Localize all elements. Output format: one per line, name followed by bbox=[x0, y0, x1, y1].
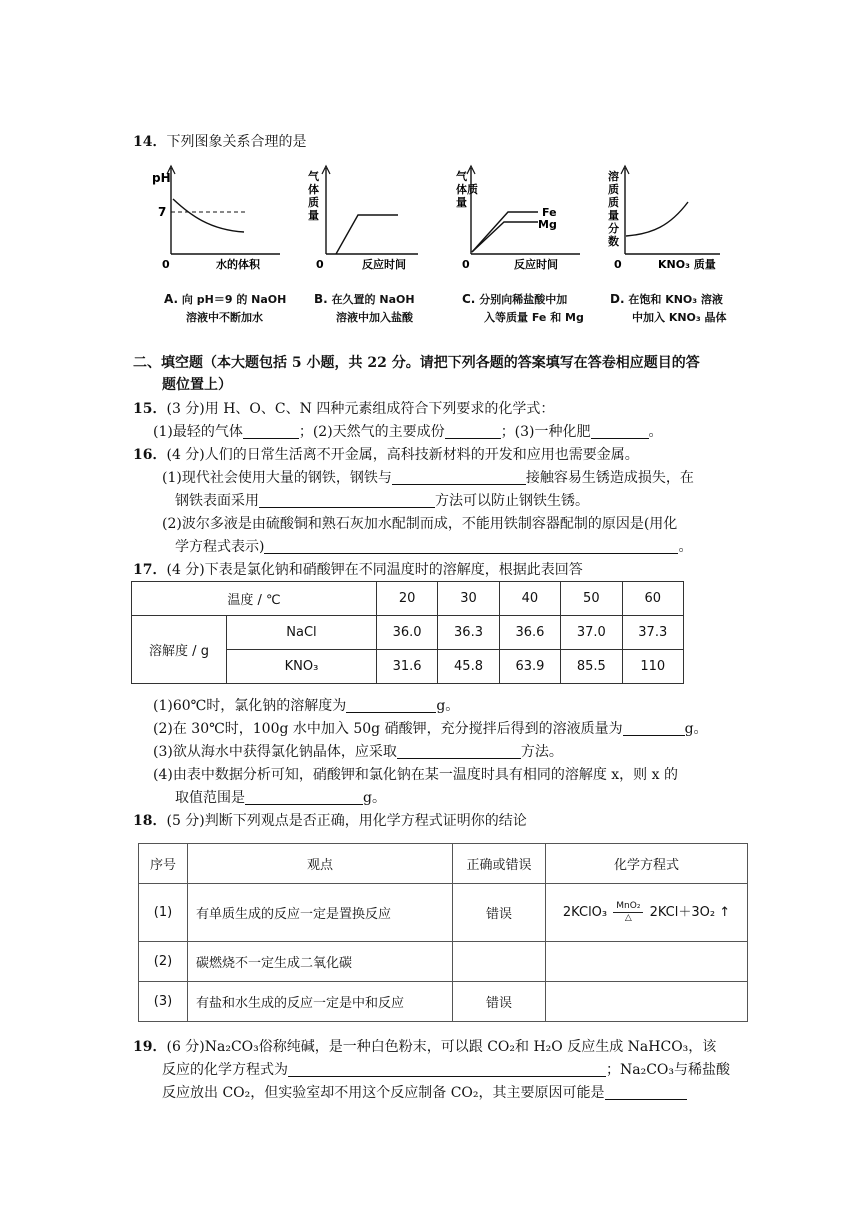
caption-a: A. 向 pH＝9 的 NaOH 溶液中不断加水 bbox=[164, 292, 287, 324]
answer-blank[interactable] bbox=[346, 698, 436, 713]
graph-a bbox=[152, 166, 280, 271]
table-cell: 序号 bbox=[139, 844, 188, 884]
graph-c-ylabel: 气体质量 bbox=[456, 170, 478, 209]
table-cell: 化学方程式 bbox=[546, 844, 748, 884]
graph-b-origin: 0 bbox=[316, 258, 324, 271]
table-row bbox=[139, 982, 748, 1022]
table-cell: 85.5 bbox=[561, 650, 622, 684]
q16-line3: (2)波尔多液是由硫酸铜和熟石灰加水配制而成，不能用铁制容器配制的原因是(用化 bbox=[162, 516, 678, 532]
graph-c-series-mg: Mg bbox=[538, 218, 557, 231]
q17-sub4: (4)由表中数据分析可知，硝酸钾和氯化钠在某一温度时具有相同的溶解度 x，则 x 的 bbox=[153, 767, 678, 783]
graph-c-origin: 0 bbox=[462, 258, 470, 271]
q16-line2: 钢铁表面采用 方法可以防止钢铁生锈。 bbox=[175, 493, 589, 509]
eq-left: 2KClO₃ bbox=[562, 905, 608, 920]
table-cell: 错误 bbox=[453, 884, 546, 942]
table-cell: 37.0 bbox=[561, 616, 622, 650]
graph-b-ylabel: 气体质量 bbox=[308, 170, 319, 222]
graph-b bbox=[308, 166, 418, 271]
q15-parts: (1)最轻的气体 ；(2)天然气的主要成份 ；(3)一种化肥 。 bbox=[153, 424, 663, 440]
table-cell[interactable] bbox=[453, 942, 546, 982]
answer-blank[interactable] bbox=[445, 424, 501, 439]
graph-d-origin: 0 bbox=[614, 258, 622, 271]
q14-title: 14．下列图象关系合理的是 bbox=[133, 134, 307, 150]
solubility-table bbox=[131, 581, 684, 684]
table-cell: KNO₃ bbox=[227, 650, 377, 684]
graph-a-xlabel: 水的体积 bbox=[216, 258, 260, 271]
graph-c-xlabel: 反应时间 bbox=[514, 258, 558, 271]
q16-title: 16．(4 分)人们的日常生活离不开金属，高科技新材料的开发和应用也需要金属。 bbox=[133, 447, 639, 463]
caption-b: B. 在久置的 NaOH 溶液中加入盐酸 bbox=[314, 292, 415, 324]
table-cell: 36.6 bbox=[499, 616, 560, 650]
answer-blank[interactable] bbox=[259, 493, 435, 508]
table-cell: 40 bbox=[499, 582, 560, 616]
table-cell: 有盐和水生成的反应一定是中和反应 bbox=[188, 982, 453, 1022]
table-cell: (3) bbox=[139, 982, 188, 1022]
viewpoint-table bbox=[138, 843, 748, 1022]
q16-line4: 学方程式表示) 。 bbox=[175, 539, 693, 555]
table-row bbox=[139, 844, 748, 884]
q19-line1: 19．(6 分)Na₂CO₃俗称纯碱，是一种白色粉末，可以跟 CO₂和 H₂O 反应生成 NaHCO₃，该 bbox=[133, 1039, 717, 1055]
section2-heading-line1: 二、填空题（本大题包括 5 小题，共 22 分。请把下列各题的答案填写在答卷相应题目的答 bbox=[133, 355, 700, 371]
q17-sub5: 取值范围是 g。 bbox=[175, 790, 386, 806]
table-cell: 溶解度 / g bbox=[132, 616, 227, 684]
table-cell: 观点 bbox=[188, 844, 453, 884]
graph-a-tick: 7 bbox=[158, 205, 167, 219]
answer-blank[interactable] bbox=[392, 470, 526, 485]
answer-blank[interactable] bbox=[264, 539, 678, 554]
table-row bbox=[139, 942, 748, 982]
table-cell: 正确或错误 bbox=[453, 844, 546, 884]
graph-b-xlabel: 反应时间 bbox=[362, 258, 406, 271]
table-cell: 30 bbox=[438, 582, 499, 616]
table-cell: 有单质生成的反应一定是置换反应 bbox=[188, 884, 453, 942]
caption-c: C. 分别向稀盐酸中加 入等质量 Fe 和 Mg bbox=[462, 292, 584, 324]
table-cell: 31.6 bbox=[376, 650, 437, 684]
table-row bbox=[132, 616, 684, 650]
q19-line2: 反应的化学方程式为 ；Na₂CO₃与稀盐酸 bbox=[162, 1062, 731, 1078]
q17-sub2: (2)在 30℃时，100g 水中加入 50g 硝酸钾，充分搅拌后得到的溶液质量为 g。 bbox=[153, 721, 708, 737]
section2-heading-line2: 题位置上） bbox=[162, 377, 232, 393]
answer-blank[interactable] bbox=[243, 424, 299, 439]
table-row bbox=[132, 582, 684, 616]
q17-sub3: (3)欲从海水中获得氯化钠晶体，应采取 方法。 bbox=[153, 744, 563, 760]
table-cell: 错误 bbox=[453, 982, 546, 1022]
q15-title: 15．(3 分)用 H、O、C、N 四种元素组成符合下列要求的化学式： bbox=[133, 401, 555, 417]
eq-condition: MnO₂ △ bbox=[613, 901, 643, 924]
answer-blank[interactable] bbox=[288, 1062, 606, 1077]
table-cell: 20 bbox=[376, 582, 437, 616]
table-cell: 36.0 bbox=[376, 616, 437, 650]
answer-blank[interactable] bbox=[605, 1085, 687, 1100]
eq-right: 2KCl＋3O₂ ↑ bbox=[649, 905, 731, 920]
table-cell: 温度 / ℃ bbox=[132, 582, 377, 616]
table-cell: 50 bbox=[561, 582, 622, 616]
q19-line3: 反应放出 CO₂，但实验室却不用这个反应制备 CO₂，其主要原因可能是 bbox=[162, 1082, 687, 1102]
q16-line1: (1)现代社会使用大量的钢铁，钢铁与 接触容易生锈造成损失，在 bbox=[162, 470, 694, 486]
table-cell: 36.3 bbox=[438, 616, 499, 650]
table-cell[interactable] bbox=[546, 982, 748, 1022]
table-cell: (2) bbox=[139, 942, 188, 982]
graph-d-ylabel: 溶质质量分数 bbox=[608, 170, 619, 248]
table-cell: 60 bbox=[622, 582, 683, 616]
graph-a-origin: 0 bbox=[162, 258, 170, 271]
answer-blank[interactable] bbox=[591, 424, 649, 439]
answer-blank[interactable] bbox=[245, 790, 363, 805]
q14-graphs bbox=[140, 160, 740, 278]
q17-sub1: (1)60℃时，氯化钠的溶解度为 g。 bbox=[153, 698, 460, 714]
table-cell: 37.3 bbox=[622, 616, 683, 650]
graph-d bbox=[608, 166, 720, 271]
answer-blank[interactable] bbox=[623, 721, 685, 736]
table-cell: NaCl bbox=[227, 616, 377, 650]
q17-title: 17．(4 分)下表是氯化钠和硝酸钾在不同温度时的溶解度，根据此表回答 bbox=[133, 562, 583, 578]
q18-title: 18．(5 分)判断下列观点是否正确，用化学方程式证明你的结论 bbox=[133, 813, 527, 829]
graph-c-series-fe: Fe bbox=[542, 206, 557, 219]
table-cell: 63.9 bbox=[499, 650, 560, 684]
table-cell: 110 bbox=[622, 650, 683, 684]
table-cell: (1) bbox=[139, 884, 188, 942]
table-cell: 45.8 bbox=[438, 650, 499, 684]
caption-d: D. 在饱和 KNO₃ 溶液 中加入 KNO₃ 晶体 bbox=[610, 292, 727, 324]
table-row bbox=[139, 884, 748, 942]
answer-blank[interactable] bbox=[397, 744, 521, 759]
graph-c bbox=[456, 166, 580, 271]
table-cell[interactable] bbox=[546, 942, 748, 982]
graph-a-ylabel: pH bbox=[152, 171, 171, 185]
table-cell: 碳燃烧不一定生成二氧化碳 bbox=[188, 942, 453, 982]
equation-cell bbox=[546, 884, 748, 942]
graph-d-xlabel: KNO₃ 质量 bbox=[658, 258, 716, 271]
